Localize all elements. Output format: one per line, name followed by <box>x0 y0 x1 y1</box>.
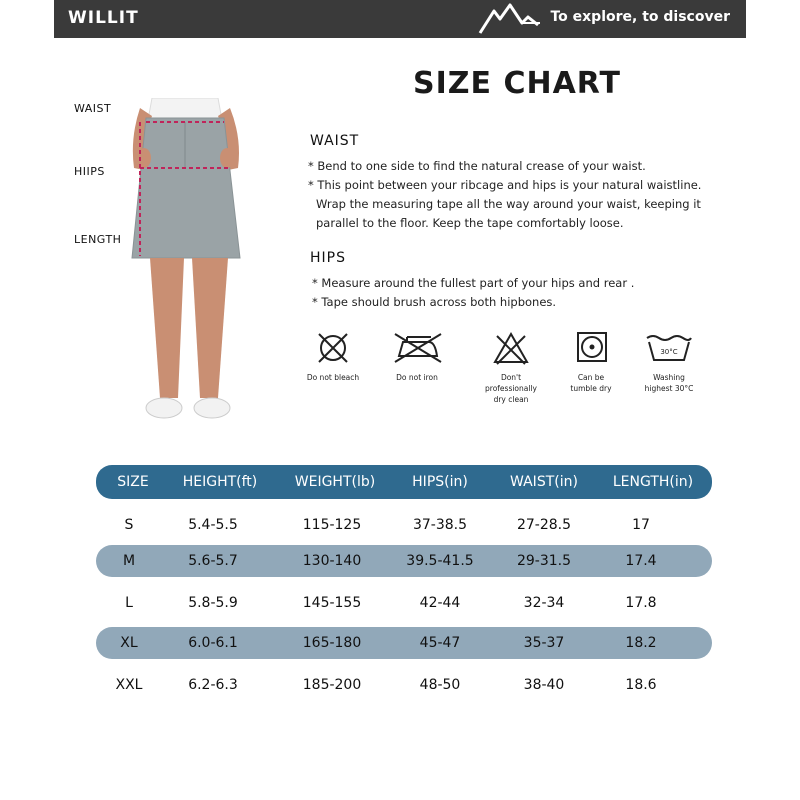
care-wash-30 <box>634 330 704 394</box>
wash-30-icon <box>643 330 695 366</box>
brand-name: WILLIT <box>68 8 139 28</box>
no-bleach-icon <box>313 330 353 366</box>
cell-weight: 115-125 <box>302 517 362 533</box>
hips-instructions <box>312 274 732 312</box>
cell-weight: 185-200 <box>302 677 362 693</box>
care-label: Don't professionally dry clean <box>485 373 537 404</box>
cell-hips: 45-47 <box>419 635 461 651</box>
cell-length: 18.2 <box>625 635 657 651</box>
care-no-dry-clean <box>476 330 546 405</box>
col-header-length: LENGTH(in) <box>612 474 694 490</box>
cell-waist: 38-40 <box>523 677 565 693</box>
cell-waist: 27-28.5 <box>516 517 572 533</box>
waist-instructions <box>308 157 728 233</box>
svg-text:30°C: 30°C <box>660 348 678 356</box>
cell-weight: 165-180 <box>302 635 362 651</box>
care-label: Can be tumble dry <box>570 373 612 393</box>
brand-header <box>54 0 746 38</box>
care-no-bleach <box>298 330 368 383</box>
waist-heading: WAIST <box>310 133 360 149</box>
col-header-hips: HIPS(in) <box>412 474 468 490</box>
tumble-dry-icon <box>571 330 611 366</box>
cell-size: S <box>124 517 134 533</box>
cell-hips: 39.5-41.5 <box>406 553 474 569</box>
col-header-waist: WAIST(in) <box>510 474 578 490</box>
cell-height: 6.2-6.3 <box>188 677 238 693</box>
cell-length: 17.8 <box>625 595 657 611</box>
cell-waist: 32-34 <box>523 595 565 611</box>
label-hips: HIIPS <box>74 165 105 178</box>
cell-hips: 37-38.5 <box>412 517 468 533</box>
care-tumble-dry <box>556 330 626 394</box>
mountain-logo-icon <box>478 3 542 35</box>
skort-shape <box>132 118 240 258</box>
no-dry-clean-icon <box>491 330 531 366</box>
col-header-weight: WEIGHT(lb) <box>294 474 376 490</box>
care-label: Washing highest 30°C <box>644 373 694 393</box>
cell-waist: 35-37 <box>523 635 565 651</box>
col-header-height: HEIGHT(ft) <box>182 474 258 490</box>
cell-size: L <box>125 595 133 611</box>
waist-bullet-2-line-3: parallel to the floor. Keep the tape comfortably loose. <box>316 216 624 230</box>
hips-heading: HIPS <box>310 250 346 266</box>
waist-bullet-2-line-2: Wrap the measuring tape all the way around your waist, keeping it <box>316 197 701 211</box>
care-label: Do not bleach <box>306 373 360 382</box>
waist-bullet-2-line-1: * This point between your ribcage and hips is your natural waistline. <box>308 178 702 192</box>
hips-bullet-2: * Tape should brush across both hipbones. <box>312 295 557 309</box>
cell-length: 18.6 <box>625 677 657 693</box>
cell-size: XXL <box>115 677 143 693</box>
cell-waist: 29-31.5 <box>516 553 572 569</box>
cell-height: 5.8-5.9 <box>188 595 238 611</box>
label-length: LENGTH <box>74 233 122 246</box>
page-title: SIZE CHART <box>413 66 622 101</box>
no-iron-icon <box>389 330 445 366</box>
col-header-size: SIZE <box>117 474 149 490</box>
cell-size: XL <box>120 635 138 651</box>
tagline: To explore, to discover <box>550 9 730 25</box>
hips-bullet-1: * Measure around the fullest part of your hips and rear . <box>312 276 635 290</box>
cell-height: 5.6-5.7 <box>188 553 238 569</box>
cell-size: M <box>122 553 136 569</box>
cell-height: 5.4-5.5 <box>188 517 238 533</box>
cell-height: 6.0-6.1 <box>188 635 238 651</box>
cell-hips: 48-50 <box>419 677 461 693</box>
cell-length: 17.4 <box>625 553 657 569</box>
cell-hips: 42-44 <box>419 595 461 611</box>
model-figure <box>100 98 280 438</box>
cell-weight: 130-140 <box>302 553 362 569</box>
waist-bullet-1: * Bend to one side to find the natural crease of your waist. <box>308 159 646 173</box>
care-no-iron <box>382 330 452 383</box>
care-label: Do not iron <box>396 373 438 382</box>
cell-length: 17 <box>632 517 650 533</box>
cell-weight: 145-155 <box>302 595 362 611</box>
label-waist: WAIST <box>74 102 112 115</box>
